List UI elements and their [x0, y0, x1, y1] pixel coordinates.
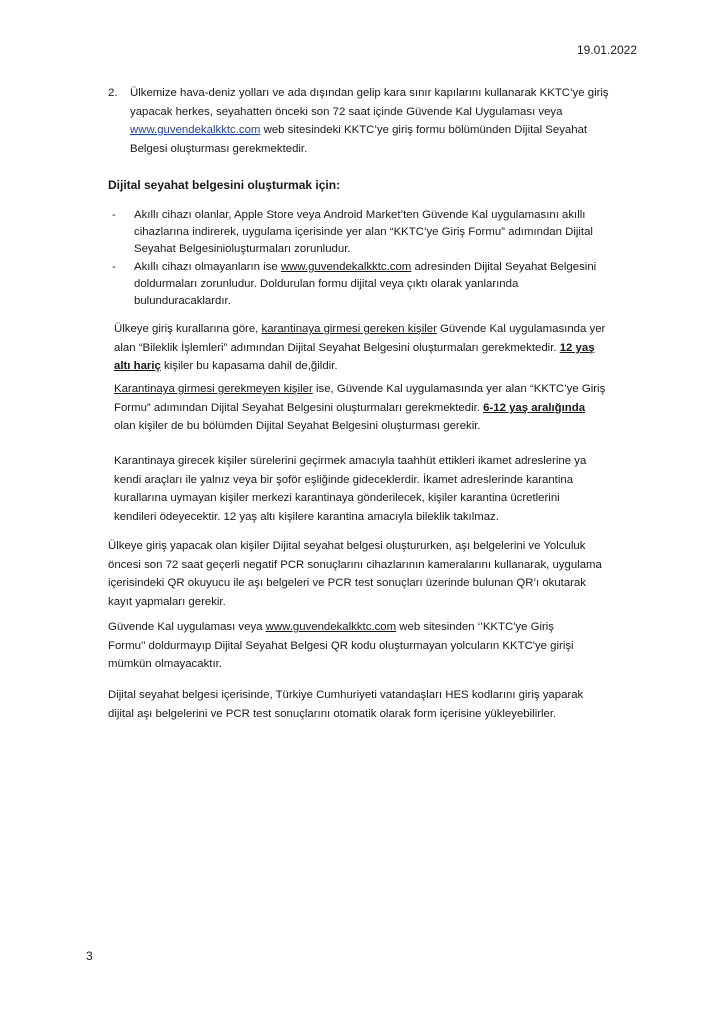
text-line: doldurmaları zorunludur. Doldurulan formu dijital veya çıktı olarak yanlarında [134, 277, 519, 290]
text-fragment: alan “Bileklik İşlemleri” adımından Dijital Seyahat Belgesini oluşturmaları gerekmektedir. [114, 341, 560, 354]
underlined-text: karantinaya girmesi gereken kişiler [261, 323, 437, 335]
bullet-list [112, 207, 672, 310]
text-line [114, 320, 674, 339]
text-line: kurallarına uymayan kişiler merkezi karantinaya gönderilecek, kişiler karantina ücretlerini [114, 492, 560, 505]
text-line: olan kişiler de bu bölümden Dijital Seyahat Belgesini oluşturması gerekir. [114, 420, 481, 433]
text-fragment: web sitesinden ‘’KKTC'ye Giriş [396, 621, 554, 633]
text-line [114, 339, 674, 358]
text-line [108, 618, 673, 637]
bullet-dash: - [112, 209, 116, 221]
text-line: kendi araçları ile yalnız veya bir şoför eşliğinde gideceklerdir. İkamet adreslerinde karantina [114, 473, 574, 486]
paragraph-quarantine-rules [114, 452, 674, 526]
bullet-dash: - [112, 260, 116, 273]
bold-underlined-text: 6-12 yaş aralığında [483, 401, 586, 414]
page-number: 3 [86, 949, 93, 963]
text-line: Karantinaya girecek kişiler sürelerini geçirmek amacıyla taahhüt ettikleri ikamet adreslerine ya [114, 455, 587, 467]
text-line: dijital aşı belgelerini ve PCR test sonuçlarını otomatik olarak form içerisine yükleyebilirler. [108, 707, 557, 720]
text-fragment: adresinden Dijital Seyahat Belgesini [411, 260, 597, 273]
text-fragment: Akıllı cihazı olmayanların ise [134, 260, 281, 273]
text-fragment: Güvende Kal uygulaması veya [108, 621, 266, 633]
list-item [112, 207, 672, 259]
paragraph-vaccine-pcr [108, 537, 673, 611]
text-fragment: Ülkeye giriş kurallarına göre, [114, 323, 262, 335]
text-line: bulunduracaklardır. [134, 295, 231, 308]
text-line [130, 121, 668, 140]
numbered-item-body [130, 84, 668, 158]
text-line [134, 259, 672, 276]
list-item [112, 259, 672, 311]
text-line: Dijital seyahat belgesi içerisinde, Türkiye Cumhuriyeti vatandaşları HES kodlarını giriş yaparak [108, 689, 584, 701]
text-line: cihazlarına indirerek, uygulama içerisinde yer alan “KKTC’ye Giriş Formu” adımından Dijital [134, 226, 593, 239]
paragraph-quarantine-not-required [114, 380, 674, 436]
text-line: kayıt yapmaları gerekir. [108, 595, 226, 608]
text-line: Ülkemize hava-deniz yolları ve ada dışından gelip kara sınır kapılarını kullanarak KKTC’ye giriş [130, 87, 609, 99]
text-line: Ülkeye giriş yapacak olan kişiler Dijital seyahat belgesi oluştururken, aşı belgelerini ve Yolculuk [108, 540, 586, 552]
paragraph-hes-codes [108, 686, 673, 723]
text-line [114, 399, 674, 418]
text-line: öncesi son 72 saat geçerli negatif PCR sonuçlarını cihazlarının kameralarını kullanarak, uygulama [108, 558, 602, 571]
section-heading: Dijital seyahat belgesini oluşturmak için: [108, 178, 341, 192]
bold-underlined-text: 12 yaş [559, 341, 595, 354]
text-fragment: Formu” adımından Dijital Seyahat Belgesini oluşturmaları gerekmektedir. [114, 401, 484, 414]
text-line: içerisindeki QR okuyucu ile aşı belgeleri ve PCR test sonuçları üzerinde bulunan QR’ı okutarak [108, 577, 587, 590]
text-line: yapacak herkes, seyahatten önceki son 72 saat içinde Güvende Kal Uygulaması veya [130, 105, 563, 118]
text-line [114, 357, 674, 376]
text-line: kendileri ödeyecektir. 12 yaş altı kişilere karantina amacıyla bileklik takılmaz. [114, 510, 499, 523]
paragraph-quarantine-required [114, 320, 674, 376]
underlined-text: Karantinaya girmesi gerekmeyen kişiler [114, 383, 313, 395]
website-link[interactable]: www.guvendekalkktc.com [130, 124, 261, 137]
text-line [114, 380, 674, 399]
document-date: 19.01.2022 [576, 43, 637, 57]
website-link[interactable]: www.guvendekalkktc.com [280, 260, 412, 273]
text-fragment: web sitesindeki KKTC’ye giriş formu bölümünden Dijital Seyahat [260, 124, 588, 137]
text-fragment: Güvende Kal uygulamasında yer [436, 323, 606, 335]
text-line: Belgesi oluşturması gerekmektedir. [130, 142, 308, 155]
text-fragment: kişiler bu kapasama dahil de,ğildir. [160, 360, 338, 373]
bold-underlined-text: altı hariç [114, 360, 161, 373]
numbered-item-2 [108, 84, 668, 158]
text-line: Akıllı cihazı olanlar, Apple Store veya Android Market’ten Güvende Kal uygulamasını akıllı [134, 209, 586, 221]
list-number: 2. [108, 87, 118, 99]
text-line: Seyahat Belgesinioluşturmaları zorunludur. [134, 243, 351, 256]
text-line: mümkün olmayacaktır. [108, 658, 222, 671]
text-line: Formu’’ doldurmayıp Dijital Seyahat Belgesi QR kodu oluşturmayan yolcuların KKTC'ye girişi [108, 639, 574, 652]
text-fragment: ise, Güvende Kal uygulamasında yer alan “KKTC’ye Giriş [312, 383, 606, 395]
paragraph-entry-requirement [108, 618, 673, 674]
website-link[interactable]: www.guvendekalkktc.com [265, 621, 397, 633]
